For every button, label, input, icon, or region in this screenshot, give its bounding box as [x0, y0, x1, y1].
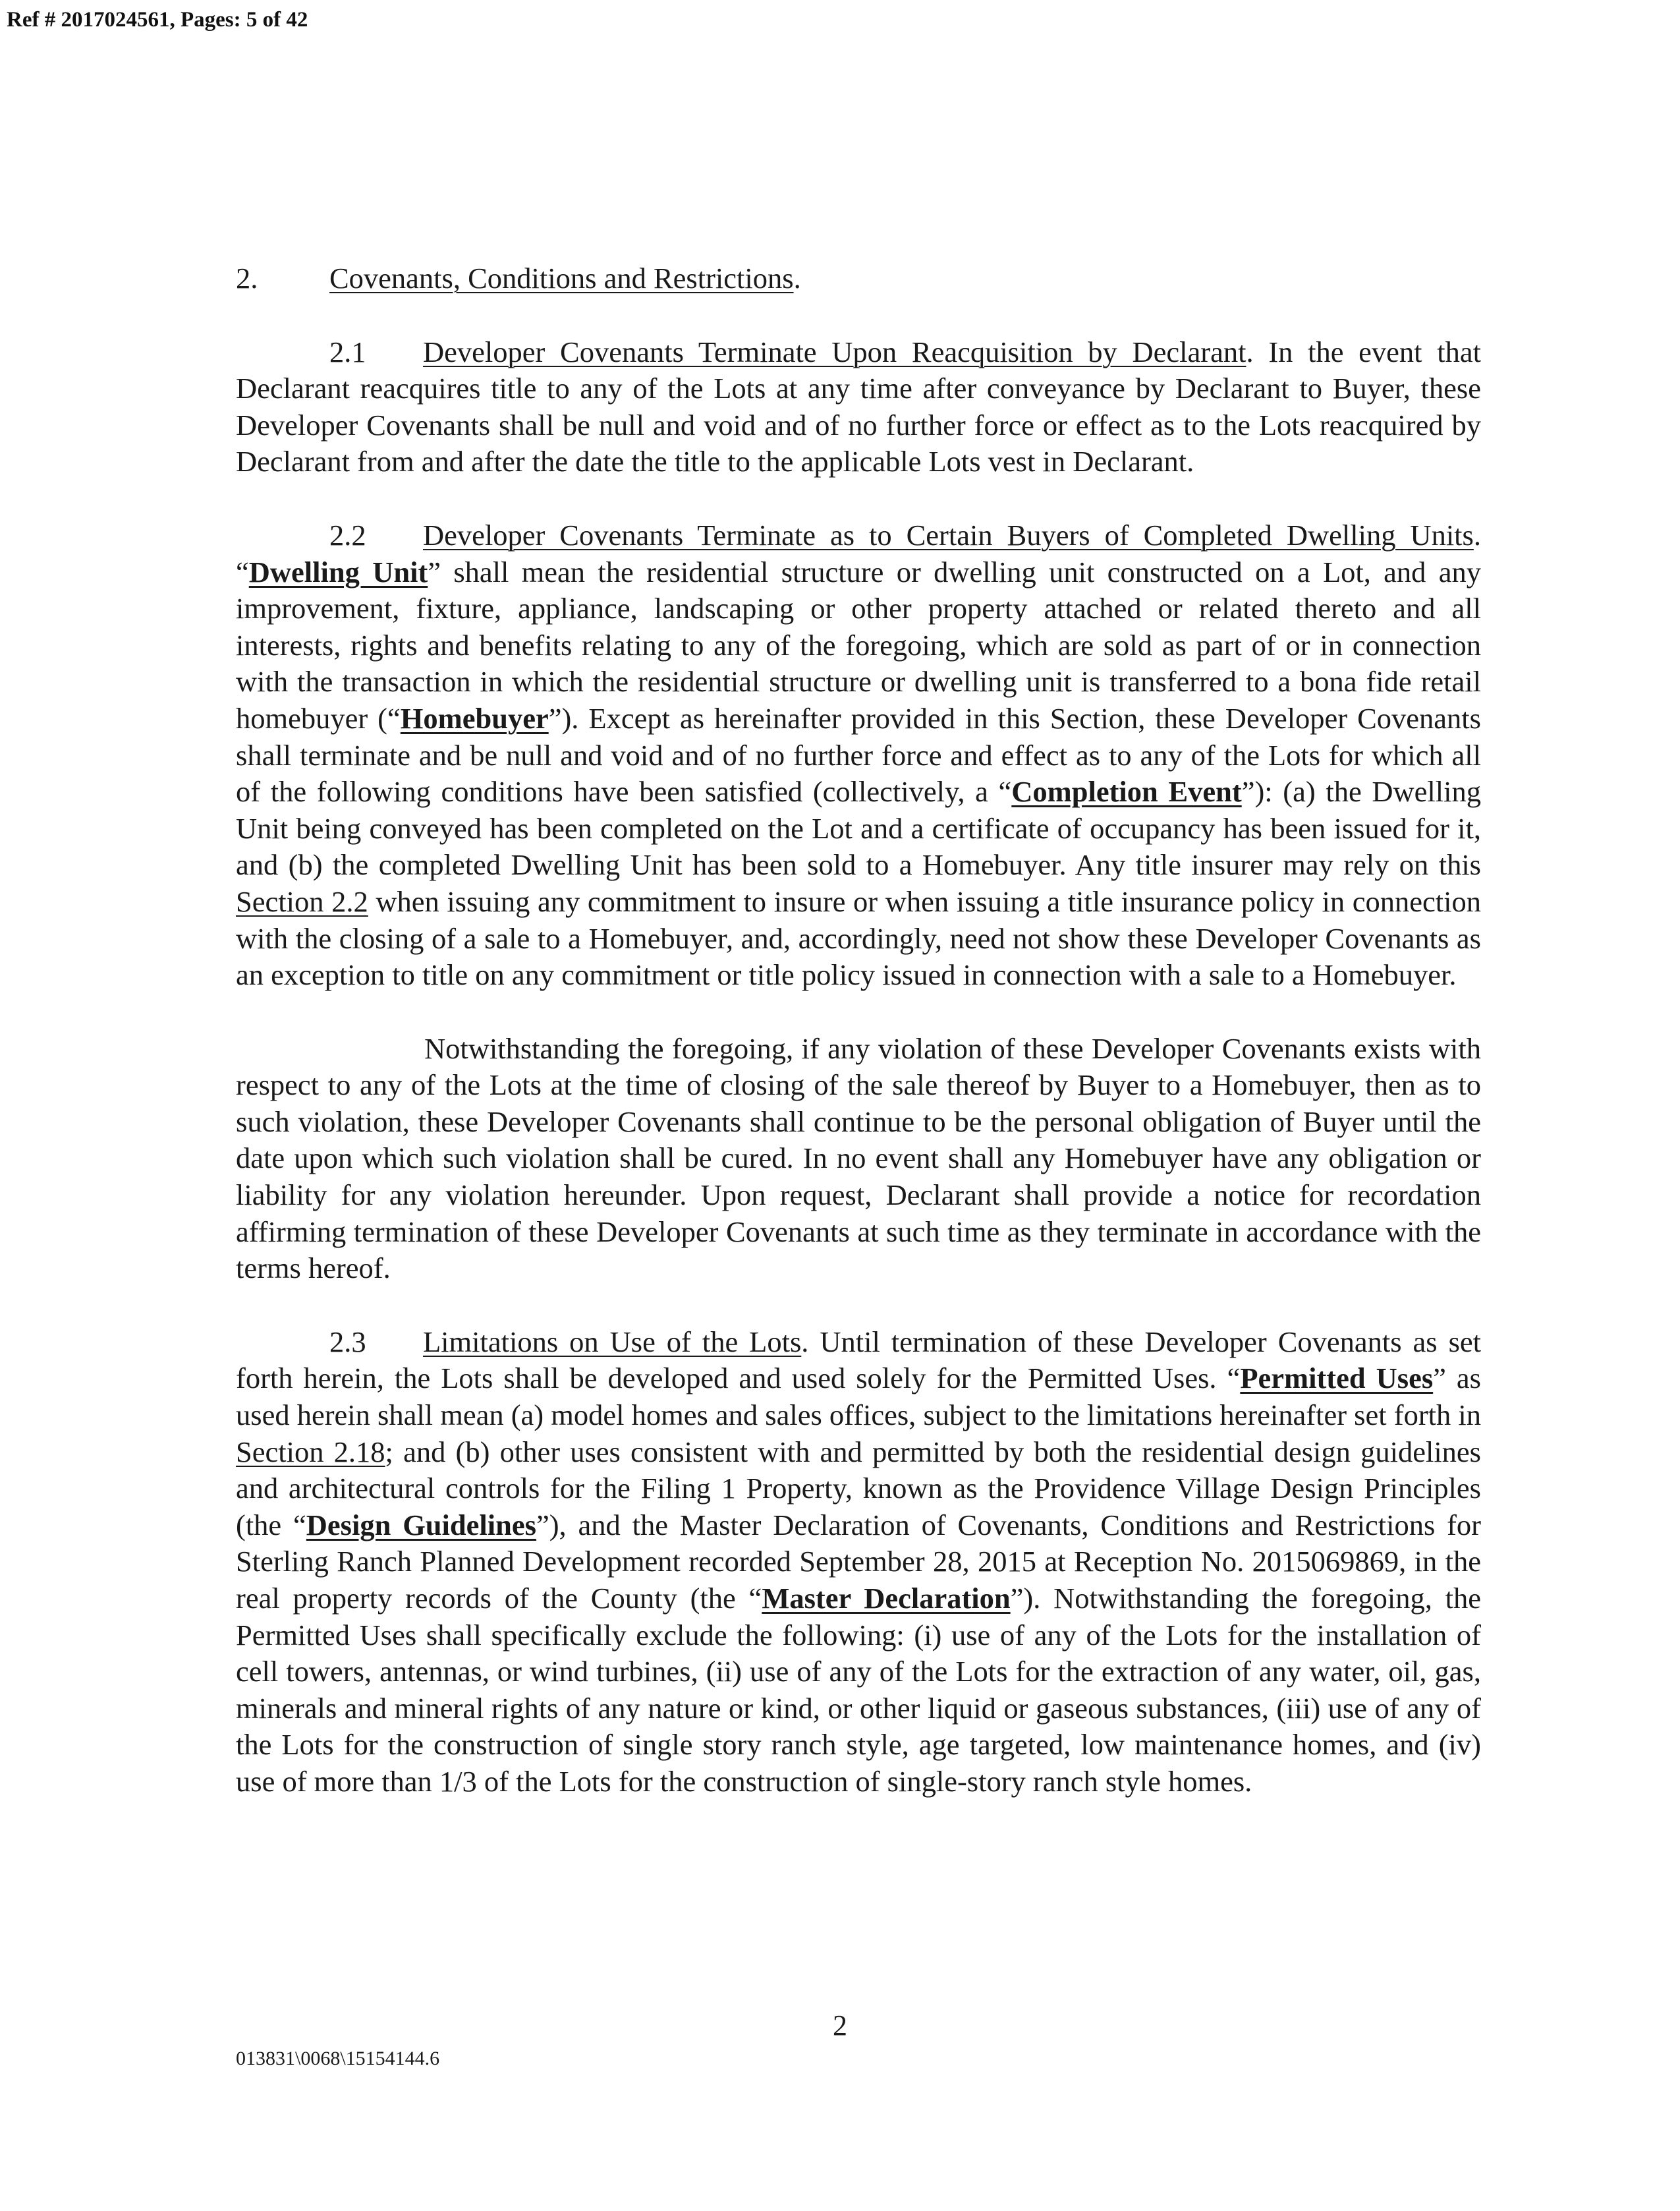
section-2-3-paragraph — [236, 1324, 1481, 1800]
section-text: when issuing any commitment to insure or when issuing a title insurance policy in connection with the closing of a sale to a Homebuyer, and, accordingly, need not show these Developer Covenants as an exception to title on any commitment or title policy issued in connection with a sale to a Homebuyer. — [236, 884, 1481, 992]
section-text: . Until termination of these Developer Covenants as set forth herein, the Lots shall be developed and used solely for the Permitted Uses. “ — [236, 1325, 1481, 1395]
section-cross-reference: Section 2.2 — [236, 884, 368, 918]
defined-term-permitted-uses: Permitted Uses — [1240, 1362, 1434, 1395]
section-2-2-notwithstanding-paragraph: Notwithstanding the foregoing, if any violation of these Developer Covenants exists with respect to any of the Lots at the time of closing of the sale thereof by Buyer to a Homebuyer, then as to such violation, these Developer Covenants shall continue to be the personal obligation of Buyer until the date upon which such violation shall be cured. In no event shall any Homebuyer have any obligation or liability for any violation hereunder. Upon request, Declarant shall provide a notice for recordation affirming termination of these Developer Covenants at such time as they terminate in accordance with the terms hereof. — [236, 1031, 1481, 1285]
section-text: ”), and the Master Declaration of Covenants, Conditions and Restrictions for Sterling Ranch Planned Development recorded September 28, 2015 at Reception No. 2015069869, in the real property records of the County (the “ — [236, 1508, 1481, 1615]
section-title: Developer Covenants Terminate Upon Reacquisition by Declarant — [423, 335, 1246, 368]
section-title: Covenants, Conditions and Restrictions — [329, 262, 794, 295]
section-title: Developer Covenants Terminate as to Certain Buyers of Completed Dwelling Units — [423, 518, 1474, 552]
recording-reference-header: Ref # 2017024561, Pages: 5 of 42 — [7, 8, 308, 32]
section-title: Limitations on Use of the Lots — [423, 1325, 802, 1358]
section-number: 2.3 — [329, 1325, 366, 1358]
section-text: ”). Notwithstanding the foregoing, the Permitted Uses shall specifically exclude the following: (i) use of any of the Lots for the installation of cell towers, antennas, or wind turbines, (ii) use of any of the Lots for the extraction of any water, oil, gas, minerals and mineral rights of any nature or kind, or other liquid or gaseous substances, (iii) use of any of the Lots for the construction of single story ranch style, age targeted, low maintenance homes, and (iv) use of more than 1/3 of the Lots for the construction of single-story ranch style homes. — [236, 1582, 1481, 1798]
page-number: 2 — [833, 2009, 847, 2042]
defined-term-homebuyer: Homebuyer — [400, 701, 549, 735]
section-title-suffix: . — [793, 262, 801, 295]
section-text: ”). Except as hereinafter provided in this Section, these Developer Covenants shall terminate and be null and void and of no further force and effect as to any of the Lots for which all of the following conditions have been satisfied (collectively, a “ — [236, 701, 1481, 809]
section-text: . “ — [236, 518, 1481, 589]
section-text: ” as used herein shall mean (a) model homes and sales offices, subject to the limitations hereinafter set forth in — [236, 1362, 1482, 1432]
defined-term-design-guidelines: Design Guidelines — [306, 1508, 536, 1541]
document-id: 013831\0068\15154144.6 — [236, 2048, 440, 2069]
defined-term-completion-event: Completion Event — [1011, 775, 1242, 809]
section-text: ”): (a) the Dwelling Unit being conveyed has been completed on the Lot and a certificate of occupancy has been issued for it, and (b) the completed Dwelling Unit has been sold to a Homebuyer. Any title insurer may rely on this — [236, 775, 1481, 882]
section-number: 2.2 — [329, 518, 366, 552]
defined-term-dwelling-unit: Dwelling Unit — [248, 555, 428, 589]
section-number: 2.1 — [329, 335, 366, 368]
section-2-heading — [236, 260, 1481, 297]
section-text: ” shall mean the residential structure or dwelling unit constructed on a Lot, and any improvement, fixture, appliance, landscaping or other property attached or related thereto and all interests, rights and benefits relating to any of the foregoing, which are sold as part of or in connection with the transaction in which the residential structure or dwelling unit is transferred to a bona fide retail homebuyer (“ — [236, 555, 1481, 735]
section-number: 2. — [236, 262, 258, 295]
document-body — [236, 260, 1481, 1837]
section-2-1-paragraph — [236, 334, 1481, 480]
defined-term-master-declaration: Master Declaration — [762, 1582, 1011, 1615]
section-cross-reference: Section 2.18 — [236, 1435, 385, 1468]
section-text: . In the event that Declarant reacquires title to any of the Lots at any time after conveyance by Declarant to Buyer, these Developer Covenants shall be null and void and of no further force or effect as to the Lots reacquired by Declarant from and after the date the title to the applicable Lots vest in Declarant. — [236, 335, 1481, 478]
section-2-2-paragraph — [236, 517, 1481, 994]
section-text: ; and (b) other uses consistent with and permitted by both the residential design guidelines and architectural controls for the Filing 1 Property, known as the Providence Village Design Principles (the “ — [236, 1435, 1481, 1541]
